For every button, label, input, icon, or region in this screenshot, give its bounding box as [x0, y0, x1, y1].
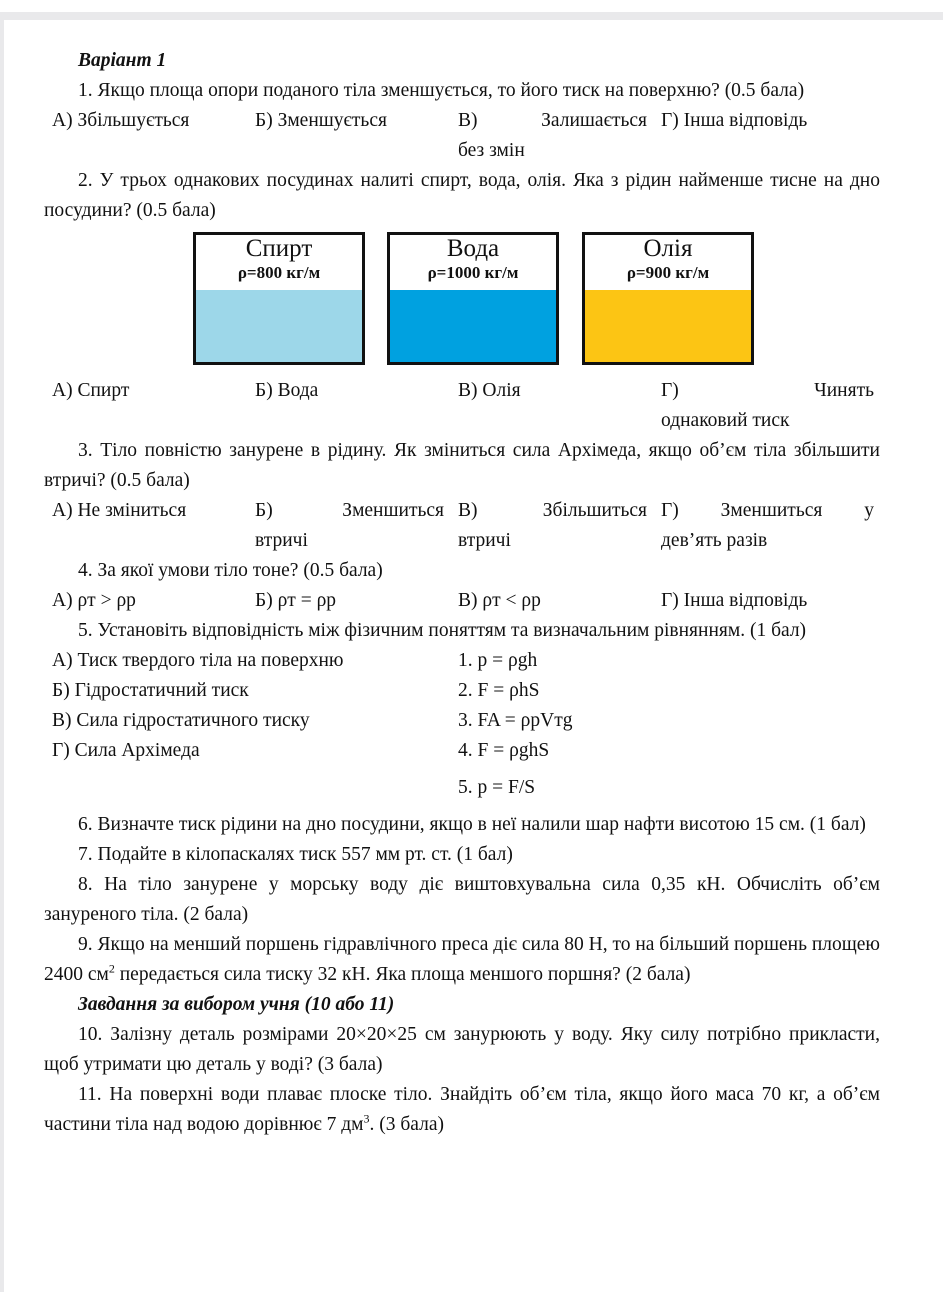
- liquid-fill: [585, 290, 751, 362]
- formula-1: 1. p = ρgh: [458, 650, 538, 671]
- concept-a: А) Тиск твердого тіла на поверхню: [52, 650, 344, 671]
- concept-g: Г) Сила Архімеда: [52, 740, 200, 761]
- vessel-water: [387, 232, 559, 365]
- vessel-density: ρ=900 кг/м: [626, 263, 710, 282]
- vessel-density: ρ=1000 кг/м: [427, 263, 519, 282]
- vessel-oil: [582, 232, 754, 365]
- vessels-figure: [44, 232, 880, 372]
- question-2-options: [44, 376, 880, 436]
- option-v: В) ρт < ρр: [458, 590, 541, 611]
- option-v: В) Залишається без змін: [458, 110, 647, 161]
- variant-title: Варіант 1: [78, 50, 167, 71]
- question-6: 6. Визначте тиск рідини на дно посудини, якщо в неї налили шар нафти висотою 15 см. (1 бал): [78, 814, 866, 835]
- vessel-alcohol: [193, 232, 365, 365]
- question-3-options: [44, 496, 880, 556]
- elective-section-title: Завдання за вибором учня (10 або 11): [78, 994, 395, 1015]
- concept-b: Б) Гідростатичний тиск: [52, 680, 249, 701]
- question-2: 2. У трьох однакових посудинах налиті спирт, вода, олія. Яка з рідин найменше тисне на дно посудини? (0.5 бала): [44, 170, 880, 221]
- option-g: Г) Зменшиться у дев’ять разів: [661, 500, 874, 551]
- option-v: В) Олія: [458, 380, 521, 401]
- option-b: Б) Зменшується: [255, 110, 387, 131]
- option-a: А) Збільшується: [52, 110, 190, 131]
- vessel-density: ρ=800 кг/м: [237, 263, 321, 282]
- formula-2: 2. F = ρhS: [458, 680, 540, 701]
- question-11: 11. На поверхні води плаває плоске тіло. Знайдіть об’єм тіла, якщо його маса 70 кг, а об’єм частини тіла над водою дорівнює 7 $дм^3$. (3 бала): [44, 1084, 880, 1135]
- option-a: А) ρт > ρр: [52, 590, 136, 611]
- question-1: 1. Якщо площа опори поданого тіла зменшується, то його тиск на поверхню? (0.5 бала): [78, 80, 805, 101]
- document-content: [44, 46, 880, 1140]
- option-b: Б) ρт = ρр: [255, 590, 337, 611]
- viewer-top-bar: [0, 0, 943, 12]
- option-v: В) Збільшиться втричі: [458, 500, 647, 551]
- option-a: А) Не зміниться: [52, 500, 187, 521]
- question-3: 3. Тіло повністю занурене в рідину. Як зміниться сила Архімеда, якщо об’єм тіла збільшити втричі? (0.5 бала): [44, 440, 880, 491]
- matching-table: [44, 646, 880, 810]
- vessel-label: Вода: [446, 235, 500, 262]
- question-10: 10. Залізну деталь розмірами 20×20×25 см занурюють у воду. Яку силу потрібно прикласти, щоб утримати цю деталь у воді? (3 бала): [44, 1024, 880, 1075]
- option-b: Б) Вода: [255, 380, 319, 401]
- vessel-label: Олія: [643, 235, 693, 262]
- option-g: Г) Чинять однаковий тиск: [661, 380, 874, 431]
- question-8: 8. На тіло занурене у морську воду діє виштовхувальна сила 0,35 кН. Обчисліть об’єм зануреного тіла. (2 бала): [44, 874, 880, 925]
- option-a: А) Спирт: [52, 380, 130, 401]
- question-9: 9. Якщо на менший поршень гідравлічного преса діє сила 80 Н, то на більший поршень площею 2400 $см^2$ передається сила тиску 32 кН. Яка площа меншого поршня? (2 бала): [44, 934, 880, 985]
- concept-v: В) Сила гідростатичного тиску: [52, 710, 310, 731]
- question-4-options: [44, 586, 880, 616]
- option-g: Г) Інша відповідь: [661, 590, 808, 611]
- formula-3: 3. FA = ρрVтg: [458, 710, 573, 731]
- liquid-fill: [196, 290, 362, 362]
- question-7: 7. Подайте в кілопаскалях тиск 557 мм рт. ст. (1 бал): [78, 844, 513, 865]
- option-g: Г) Інша відповідь: [661, 110, 808, 131]
- vessel-label: Спирт: [245, 235, 313, 262]
- formula-4: 4. F = ρghS: [458, 740, 550, 761]
- question-5: 5. Установіть відповідність між фізичним поняттям та визначальним рівнянням. (1 бал): [78, 620, 807, 641]
- formula-5: 5. p = F/S: [458, 777, 536, 798]
- question-4: 4. За якої умови тіло тоне? (0.5 бала): [78, 560, 383, 581]
- liquid-fill: [390, 290, 556, 362]
- option-b: Б) Зменшиться втричі: [255, 500, 444, 551]
- question-1-options: [44, 106, 880, 166]
- document-page: [4, 20, 943, 1292]
